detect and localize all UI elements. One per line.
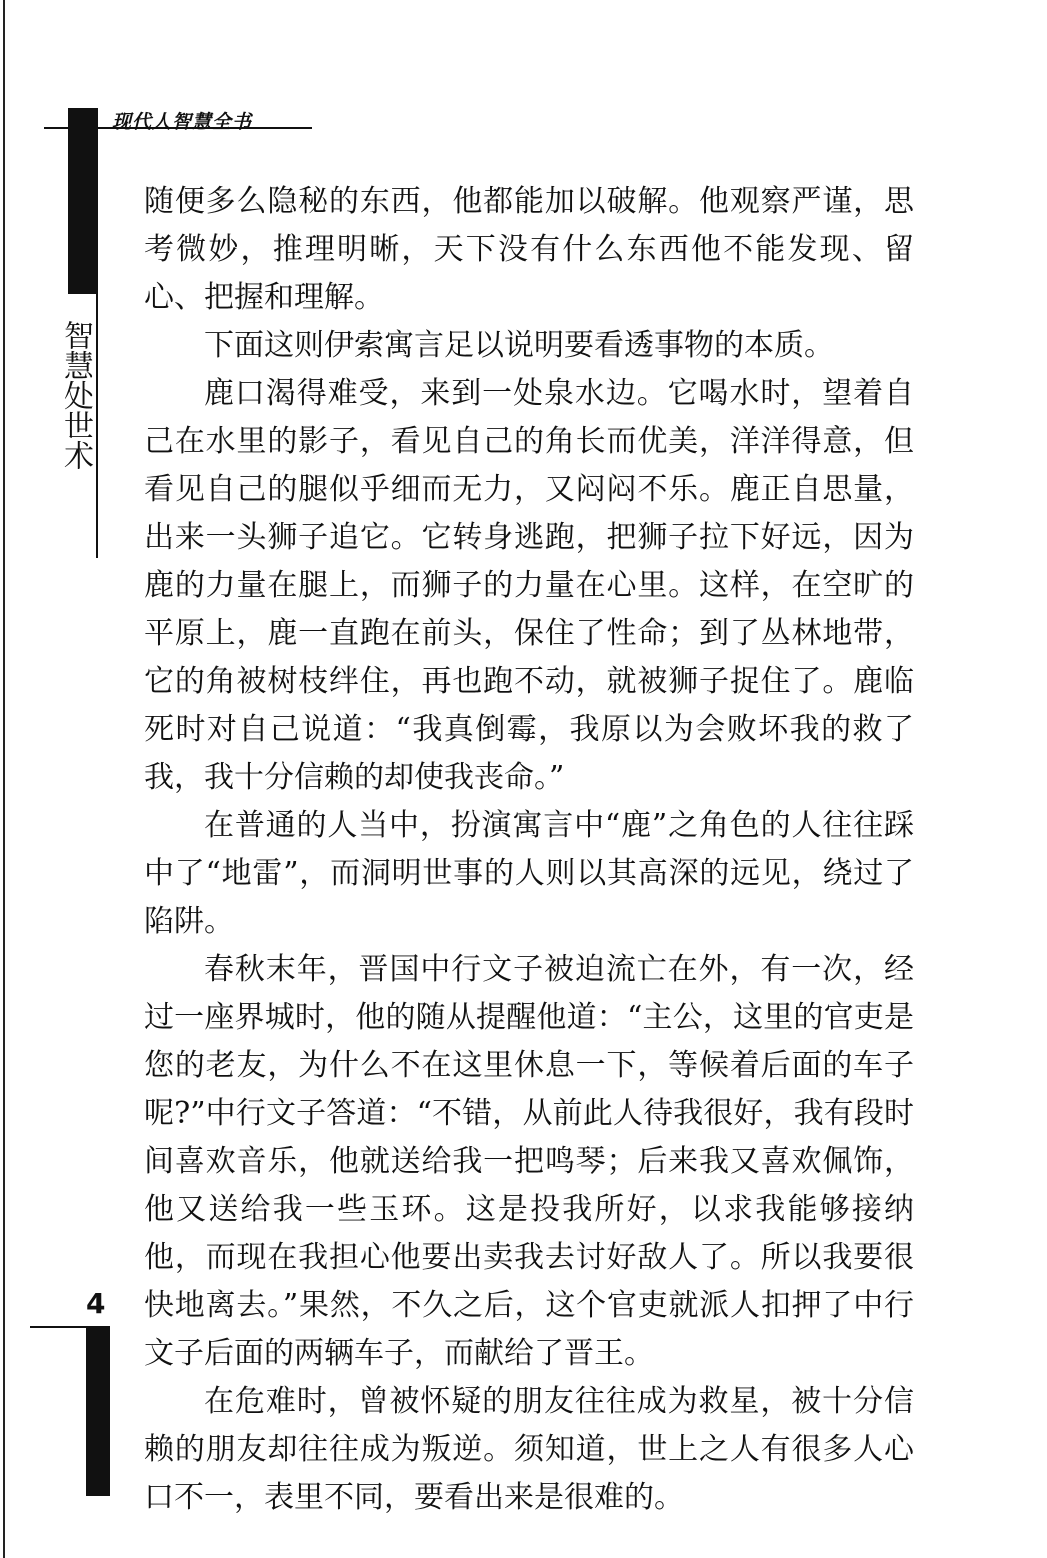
paragraph-5: 春秋末年，晋国中行文子被迫流亡在外，有一次，经过一座界城时，他的随从提醒他道：“主公，这里的官吏是您的老友，为什么不在这里休息一下，等候着后面的车子呢?”中行文子答道：“不错，从前此人待我很好，我有段时间喜欢音乐，他就送给我一把鸣琴；后来我又喜欢佩饰，他又送给我一些玉环。这是投我所好，以求我能够接纳他，而现在我担心他要出卖我去讨好敌人了。所以我要很快地离去。”果然，不久之后，这个官吏就派人扣押了中行文子后面的两辆车子，而献给了晋王。: [144, 952, 914, 1371]
page-number: 4: [86, 1287, 106, 1320]
header-book-title: 现代人智慧全书: [112, 111, 253, 133]
bottom-black-bar: [86, 1326, 110, 1496]
side-rule: [96, 294, 98, 558]
body-text: [144, 178, 914, 1522]
paragraph-1: 随便多么隐秘的东西，他都能加以破解。他观察严谨，思考微妙，推理明晰，天下没有什么东西他不能发现、留心、把握和理解。: [144, 184, 914, 315]
paragraph-6: 在危难时，曾被怀疑的朋友往往成为救星，被十分信赖的朋友却往往成为叛逆。须知道，世上之人有很多人心口不一，表里不同，要看出来是很难的。: [144, 1384, 914, 1515]
side-section-title: 智慧处世术: [58, 320, 93, 470]
paragraph-2: 下面这则伊索寓言足以说明要看透事物的本质。: [204, 328, 834, 363]
paragraph-3: 鹿口渴得难受，来到一处泉水边。它喝水时，望着自己在水里的影子，看见自己的角长而优美，洋洋得意，但看见自己的腿似乎细而无力，又闷闷不乐。鹿正自思量，出来一头狮子追它。它转身逃跑，把狮子拉下好远，因为鹿的力量在腿上，而狮子的力量在心里。这样，在空旷的平原上，鹿一直跑在前头，保住了性命；到了丛林地带，它的角被树枝绊住，再也跑不动，就被狮子捉住了。鹿临死时对自己说道：“我真倒霉，我原以为会败坏我的救了我，我十分信赖的却使我丧命。”: [144, 376, 914, 795]
paragraph-4: 在普通的人当中，扮演寓言中“鹿”之角色的人往往踩中了“地雷”，而洞明世事的人则以其高深的远见，绕过了陷阱。: [144, 808, 914, 939]
top-black-bar: [68, 108, 98, 294]
page-edge-line: [3, 0, 5, 1558]
